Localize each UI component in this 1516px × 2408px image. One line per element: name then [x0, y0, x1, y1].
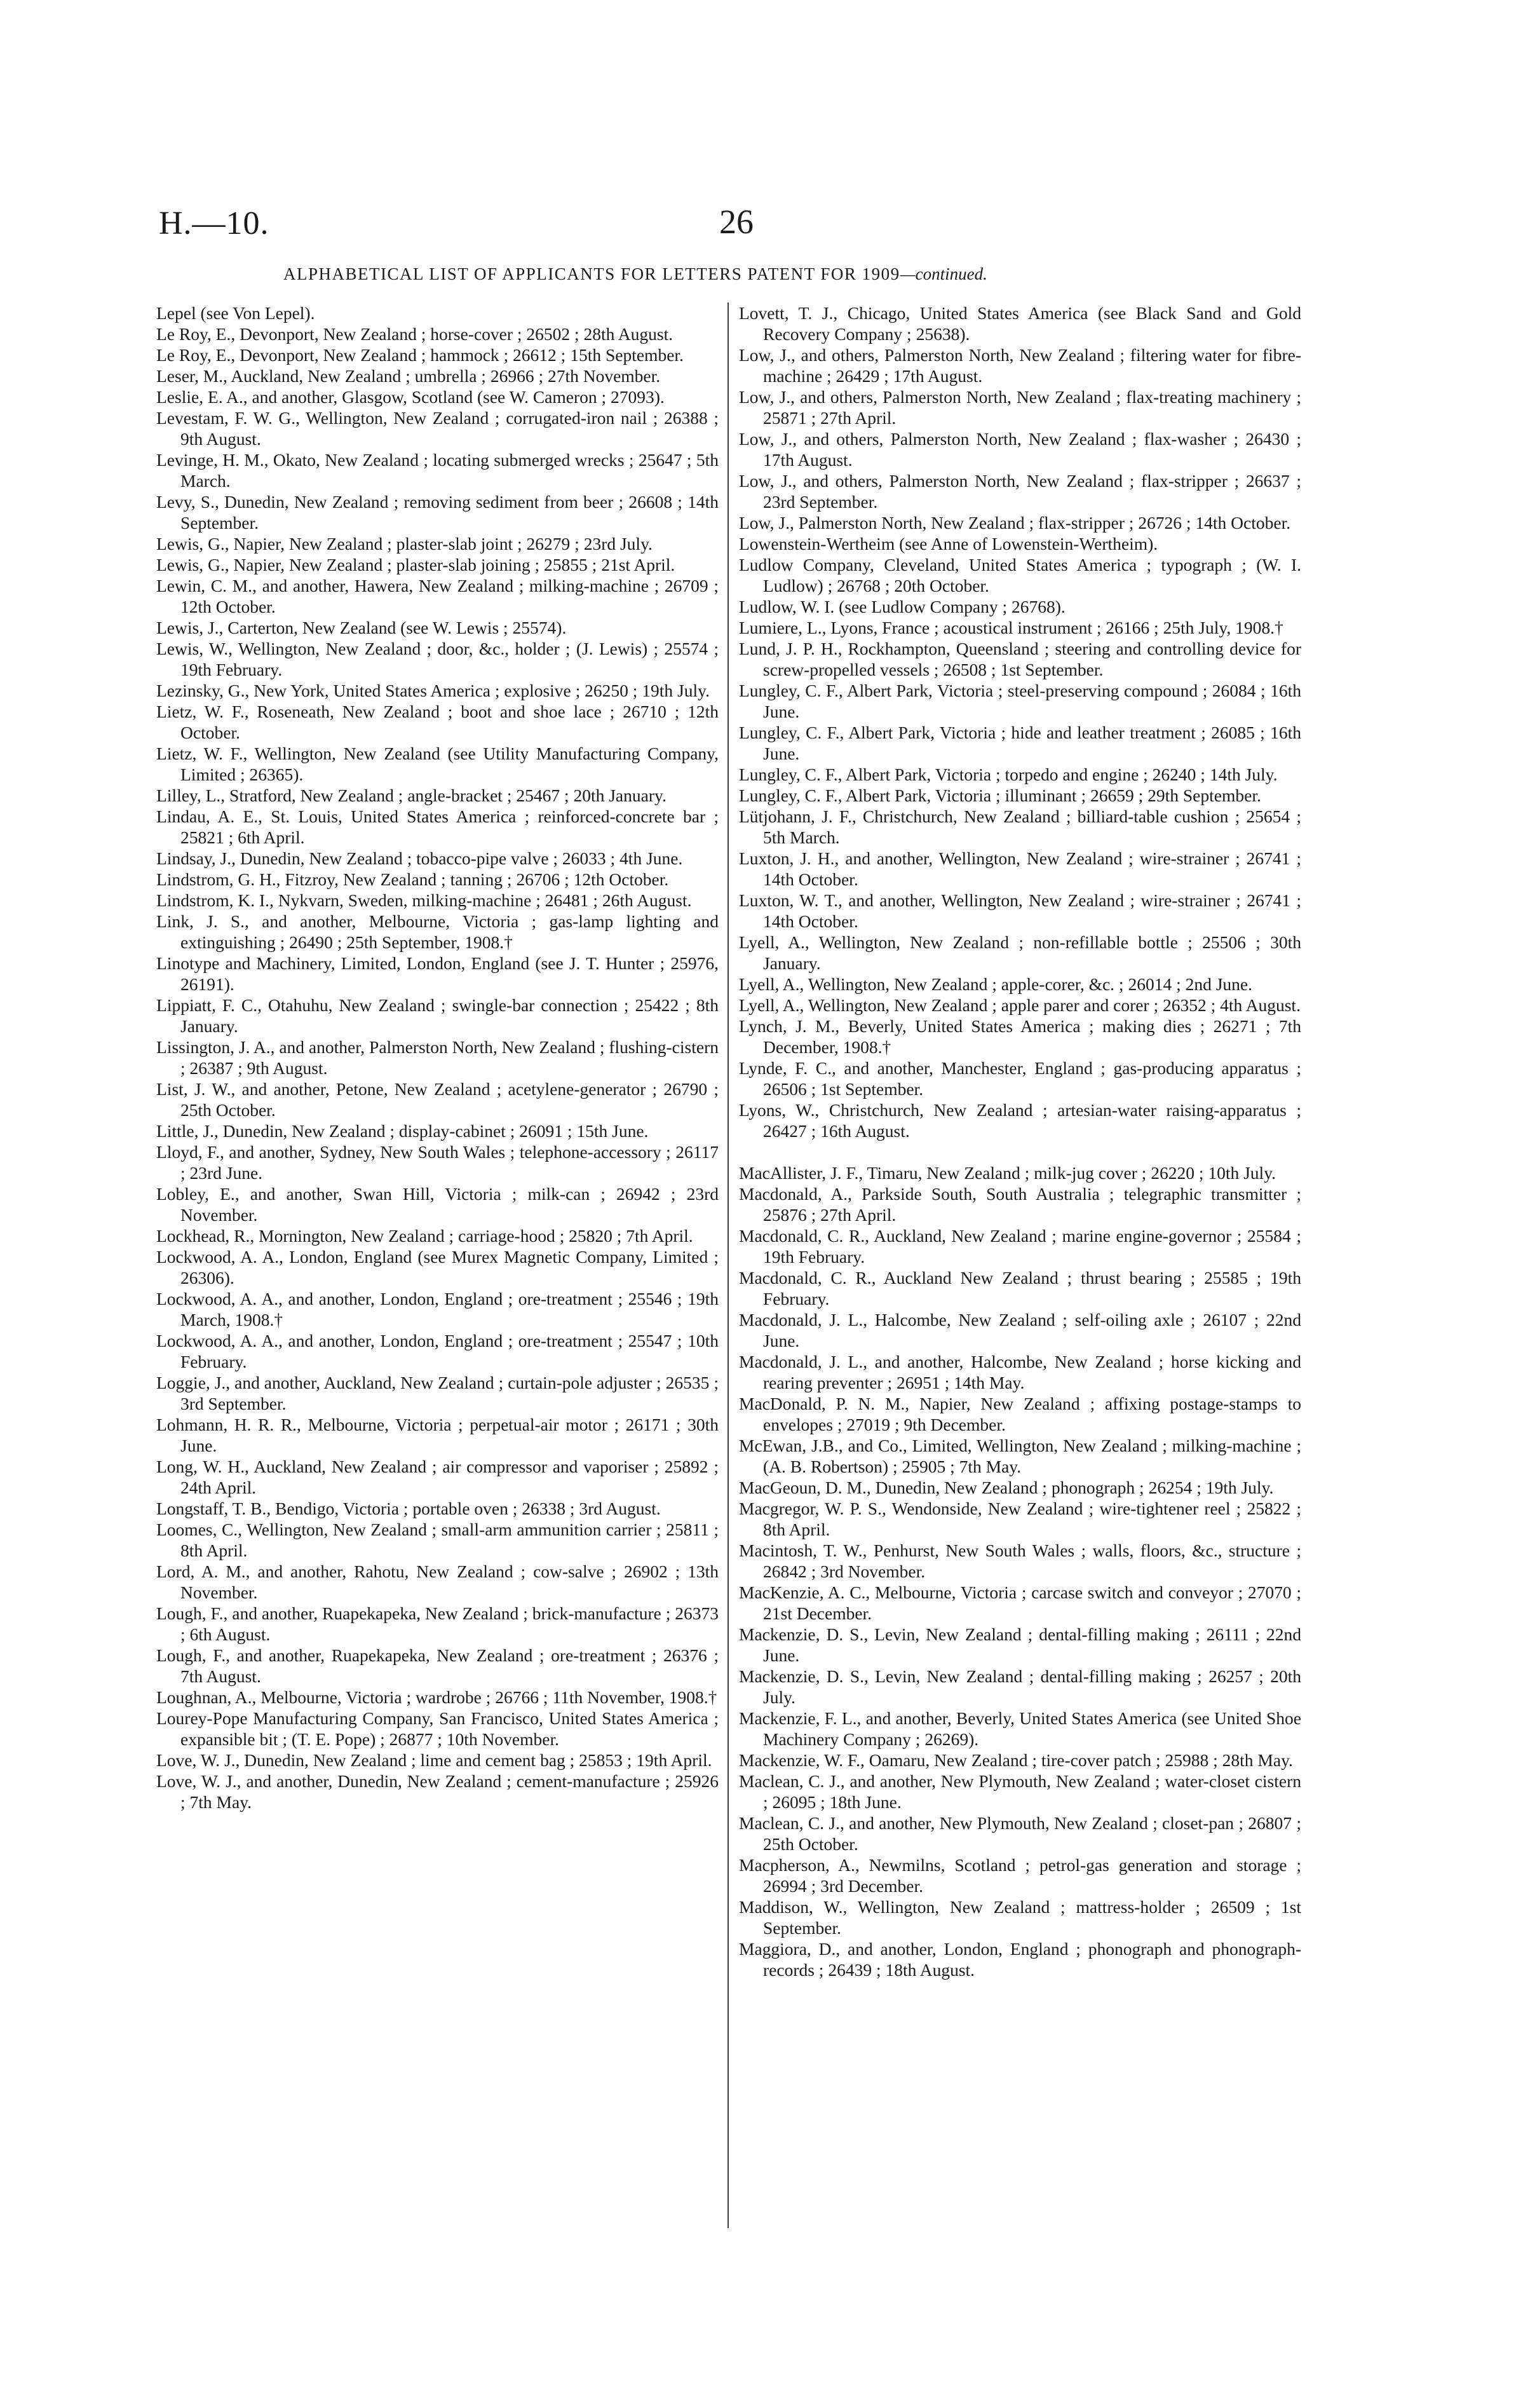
list-entry: Lindstrom, K. I., Nykvarn, Sweden, milking-machine ; 26481 ; 26th August. [156, 890, 692, 910]
list-entry: Lohmann, H. R. R., Melbourne, Victoria ; perpetual-air motor ; 26171 ; 30th June. [156, 1415, 719, 1455]
list-entry: Loggie, J., and another, Auckland, New Zealand ; curtain-pole adjuster ; 26535 ; 3rd September. [156, 1373, 719, 1413]
list-entry: Luxton, W. T., and another, Wellington, New Zealand ; wire-strainer ; 26741 ; 14th October. [739, 890, 1301, 931]
list-entry: Lynde, F. C., and another, Manchester, England ; gas-producing apparatus ; 26506 ; 1st September. [739, 1058, 1301, 1099]
list-entry: Low, J., and others, Palmerston North, New Zealand ; flax-stripper ; 26637 ; 23rd September. [739, 471, 1301, 512]
list-entry: Low, J., Palmerston North, New Zealand ; flax-stripper ; 26726 ; 14th October. [739, 513, 1291, 533]
list-entry: Lewin, C. M., and another, Hawera, New Zealand ; milking-machine ; 26709 ; 12th October. [156, 576, 719, 616]
list-entry: Lezinsky, G., New York, United States America ; explosive ; 26250 ; 19th July. [156, 681, 710, 700]
list-entry: Lord, A. M., and another, Rahotu, New Zealand ; cow-salve ; 26902 ; 13th November. [156, 1561, 719, 1602]
list-entry: Loughnan, A., Melbourne, Victoria ; wardrobe ; 26766 ; 11th November, 1908.† [156, 1687, 717, 1707]
list-entry: Lourey-Pope Manufacturing Company, San Francisco, United States America ; expansible bit ; (T. E. Pope) ; 26877 ; 10th November. [156, 1708, 719, 1749]
list-entry: Lilley, L., Stratford, New Zealand ; angle-bracket ; 25467 ; 20th January. [156, 786, 667, 805]
title-main: ALPHABETICAL LIST OF APPLICANTS FOR LETTERS PATENT FOR 1909 [283, 264, 900, 283]
list-entry: Macdonald, A., Parkside South, South Australia ; telegraphic transmitter ; 25876 ; 27th April. [739, 1184, 1301, 1225]
list-entry: Lovett, T. J., Chicago, United States America (see Black Sand and Gold Recovery Company ; 25638). [739, 303, 1301, 344]
list-entry: Lewis, W., Wellington, New Zealand ; door, &c., holder ; (J. Lewis) ; 25574 ; 19th February. [156, 639, 719, 679]
list-entry: Mackenzie, F. L., and another, Beverly, United States America (see United Shoe Machinery Company ; 26269). [739, 1708, 1301, 1749]
list-entry: Lloyd, F., and another, Sydney, New South Wales ; telephone-accessory ; 26117 ; 23rd June. [156, 1142, 719, 1183]
list-entry: Lough, F., and another, Ruapekapeka, New Zealand ; brick-manufacture ; 26373 ; 6th August. [156, 1603, 719, 1644]
list-entry: Leslie, E. A., and another, Glasgow, Scotland (see W. Cameron ; 27093). [156, 387, 665, 407]
list-entry: Maddison, W., Wellington, New Zealand ; mattress-holder ; 26509 ; 1st September. [739, 1897, 1301, 1938]
list-entry: Maggiora, D., and another, London, England ; phonograph and phonograph-records ; 26439 ; 18th August. [739, 1939, 1301, 1980]
list-entry: Lyell, A., Wellington, New Zealand ; apple-corer, &c. ; 26014 ; 2nd June. [739, 974, 1253, 994]
list-entry: Lyell, A., Wellington, New Zealand ; non-refillable bottle ; 25506 ; 30th January. [739, 932, 1301, 973]
list-entry: Little, J., Dunedin, New Zealand ; display-cabinet ; 26091 ; 15th June. [156, 1121, 649, 1141]
list-entry: Macdonald, C. R., Auckland New Zealand ; thrust bearing ; 25585 ; 19th February. [739, 1268, 1301, 1309]
list-entry: Luxton, J. H., and another, Wellington, New Zealand ; wire-strainer ; 26741 ; 14th October. [739, 848, 1301, 889]
list-entry: Lockhead, R., Mornington, New Zealand ; carriage-hood ; 25820 ; 7th April. [156, 1226, 693, 1246]
list-entry: Lewis, J., Carterton, New Zealand (see W. Lewis ; 25574). [156, 618, 567, 637]
list-entry: MacAllister, J. F., Timaru, New Zealand ; milk-jug cover ; 26220 ; 10th July. [739, 1163, 1276, 1183]
list-entry: Long, W. H., Auckland, New Zealand ; air compressor and vaporiser ; 25892 ; 24th April. [156, 1457, 719, 1497]
list-entry: Lewis, G., Napier, New Zealand ; plaster-slab joint ; 26279 ; 23rd July. [156, 534, 653, 554]
list-entry: Maclean, C. J., and another, New Plymouth, New Zealand ; closet-pan ; 26807 ; 25th October. [739, 1813, 1301, 1854]
list-entry: Lockwood, A. A., and another, London, England ; ore-treatment ; 25546 ; 19th March, 1908.† [156, 1289, 719, 1330]
list-entry: Leser, M., Auckland, New Zealand ; umbrella ; 26966 ; 27th November. [156, 366, 661, 386]
list-entry: Low, J., and others, Palmerston North, New Zealand ; flax-washer ; 26430 ; 17th August. [739, 429, 1301, 470]
list-entry: MacGeoun, D. M., Dunedin, New Zealand ; phonograph ; 26254 ; 19th July. [739, 1478, 1274, 1497]
list-entry: Lobley, E., and another, Swan Hill, Victoria ; milk-can ; 26942 ; 23rd November. [156, 1184, 719, 1225]
list-entry: Longstaff, T. B., Bendigo, Victoria ; portable oven ; 26338 ; 3rd August. [156, 1499, 661, 1518]
list-entry: Levy, S., Dunedin, New Zealand ; removing sediment from beer ; 26608 ; 14th September. [156, 492, 719, 533]
list-entry: List, J. W., and another, Petone, New Zealand ; acetylene-generator ; 26790 ; 25th October. [156, 1079, 719, 1120]
list-entry: Macdonald, J. L., and another, Halcombe, New Zealand ; horse kicking and rearing preventer ; 26951 ; 14th May. [739, 1352, 1301, 1392]
right-column [739, 303, 1301, 1980]
list-entry: Lungley, C. F., Albert Park, Victoria ; hide and leather treatment ; 26085 ; 16th June. [739, 723, 1301, 763]
list-entry: Lockwood, A. A., and another, London, England ; ore-treatment ; 25547 ; 10th February. [156, 1331, 719, 1371]
list-entry: Love, W. J., and another, Dunedin, New Zealand ; cement-manufacture ; 25926 ; 7th May. [156, 1771, 719, 1812]
list-entry: Lowenstein-Wertheim (see Anne of Lowenstein-Wertheim). [739, 534, 1158, 554]
list-entry: Lindsay, J., Dunedin, New Zealand ; tobacco-pipe valve ; 26033 ; 4th June. [156, 848, 683, 868]
list-entry: Macpherson, A., Newmilns, Scotland ; petrol-gas generation and storage ; 26994 ; 3rd December. [739, 1855, 1301, 1896]
list-entry: Linotype and Machinery, Limited, London, England (see J. T. Hunter ; 25976, 26191). [156, 953, 719, 994]
list-entry: Le Roy, E., Devonport, New Zealand ; horse-cover ; 26502 ; 28th August. [156, 324, 673, 344]
list-entry: Lungley, C. F., Albert Park, Victoria ; illuminant ; 26659 ; 29th September. [739, 786, 1261, 805]
page-title [283, 264, 1262, 284]
list-entry: Loomes, C., Wellington, New Zealand ; small-arm ammunition carrier ; 25811 ; 8th April. [156, 1520, 719, 1560]
list-entry: Lippiatt, F. C., Otahuhu, New Zealand ; swingle-bar connection ; 25422 ; 8th January. [156, 995, 719, 1036]
list-entry: Lewis, G., Napier, New Zealand ; plaster-slab joining ; 25855 ; 21st April. [156, 555, 675, 575]
list-entry: Lyons, W., Christchurch, New Zealand ; artesian-water raising-apparatus ; 26427 ; 16th August. [739, 1100, 1301, 1141]
list-entry: Low, J., and others, Palmerston North, New Zealand ; flax-treating machinery ; 25871 ; 27th April. [739, 387, 1301, 428]
list-entry: Mackenzie, D. S., Levin, New Zealand ; dental-filling making ; 26111 ; 22nd June. [739, 1624, 1301, 1665]
list-entry: Link, J. S., and another, Melbourne, Victoria ; gas-lamp lighting and extinguishing ; 26490 ; 25th September, 1908.† [156, 911, 719, 952]
left-column [156, 303, 719, 1813]
list-entry: MacKenzie, A. C., Melbourne, Victoria ; carcase switch and conveyor ; 27070 ; 21st December. [739, 1582, 1301, 1623]
list-entry: Lepel (see Von Lepel). [156, 303, 315, 323]
page-number: 26 [719, 203, 754, 241]
list-entry: Lindau, A. E., St. Louis, United States America ; reinforced-concrete bar ; 25821 ; 6th April. [156, 806, 719, 847]
list-entry: Lumiere, L., Lyons, France ; acoustical instrument ; 26166 ; 25th July, 1908.† [739, 618, 1283, 637]
document-reference: H.—10. [159, 205, 269, 241]
list-entry: Macdonald, J. L., Halcombe, New Zealand ; self-oiling axle ; 26107 ; 22nd June. [739, 1310, 1301, 1350]
list-entry: Macintosh, T. W., Penhurst, New South Wales ; walls, floors, &c., structure ; 26842 ; 3rd November. [739, 1541, 1301, 1581]
list-entry: Lietz, W. F., Roseneath, New Zealand ; boot and shoe lace ; 26710 ; 12th October. [156, 702, 719, 742]
list-entry: Lissington, J. A., and another, Palmerston North, New Zealand ; flushing-cistern ; 26387 ; 9th August. [156, 1037, 719, 1078]
list-entry: McEwan, J.B., and Co., Limited, Wellington, New Zealand ; milking-machine ; (A. B. Robertson) ; 25905 ; 7th May. [739, 1436, 1301, 1476]
column-divider [728, 303, 729, 2228]
list-entry: Le Roy, E., Devonport, New Zealand ; hammock ; 26612 ; 15th September. [156, 345, 684, 365]
list-entry: Low, J., and others, Palmerston North, New Zealand ; filtering water for fibre-machine ; 26429 ; 17th August. [739, 345, 1301, 386]
list-entry: Lund, J. P. H., Rockhampton, Queensland ; steering and controlling device for screw-propelled vessels ; 26508 ; 1st September. [739, 639, 1301, 679]
list-entry: Levinge, H. M., Okato, New Zealand ; locating submerged wrecks ; 25647 ; 5th March. [156, 450, 719, 491]
list-entry: Lindstrom, G. H., Fitzroy, New Zealand ; tanning ; 26706 ; 12th October. [156, 869, 669, 889]
list-entry: Macgregor, W. P. S., Wendonside, New Zealand ; wire-tightener reel ; 25822 ; 8th April. [739, 1499, 1301, 1539]
list-entry: Lough, F., and another, Ruapekapeka, New Zealand ; ore-treatment ; 26376 ; 7th August. [156, 1645, 719, 1686]
list-entry: Macdonald, C. R., Auckland, New Zealand ; marine engine-governor ; 25584 ; 19th February. [739, 1226, 1301, 1267]
list-entry: Lietz, W. F., Wellington, New Zealand (see Utility Manufacturing Company, Limited ; 26365). [156, 744, 719, 784]
title-continued: —continued. [900, 264, 987, 283]
list-entry: Lockwood, A. A., London, England (see Murex Magnetic Company, Limited ; 26306). [156, 1247, 719, 1288]
list-entry: Love, W. J., Dunedin, New Zealand ; lime and cement bag ; 25853 ; 19th April. [156, 1750, 712, 1770]
list-entry: Ludlow, W. I. (see Ludlow Company ; 26768). [739, 597, 1066, 616]
list-entry: Levestam, F. W. G., Wellington, New Zealand ; corrugated-iron nail ; 26388 ; 9th August. [156, 408, 719, 449]
list-entry: Lungley, C. F., Albert Park, Victoria ; steel-preserving compound ; 26084 ; 16th June. [739, 681, 1301, 721]
list-entry: Lungley, C. F., Albert Park, Victoria ; torpedo and engine ; 26240 ; 14th July. [739, 765, 1278, 784]
list-entry: Mackenzie, W. F., Oamaru, New Zealand ; tire-cover patch ; 25988 ; 28th May. [739, 1750, 1293, 1770]
list-entry: Lyell, A., Wellington, New Zealand ; apple parer and corer ; 26352 ; 4th August. [739, 995, 1301, 1015]
list-entry: Mackenzie, D. S., Levin, New Zealand ; dental-filling making ; 26257 ; 20th July. [739, 1666, 1301, 1707]
list-entry: Maclean, C. J., and another, New Plymouth, New Zealand ; water-closet cistern ; 26095 ; 18th June. [739, 1771, 1301, 1812]
list-entry: Ludlow Company, Cleveland, United States America ; typograph ; (W. I. Ludlow) ; 26768 ; 20th October. [739, 555, 1301, 595]
list-entry: Lütjohann, J. F., Christchurch, New Zealand ; billiard-table cushion ; 25654 ; 5th March. [739, 806, 1301, 847]
list-entry: Lynch, J. M., Beverly, United States America ; making dies ; 26271 ; 7th December, 1908.† [739, 1016, 1301, 1057]
list-entry: MacDonald, P. N. M., Napier, New Zealand ; affixing postage-stamps to envelopes ; 27019 ; 9th December. [739, 1394, 1301, 1434]
